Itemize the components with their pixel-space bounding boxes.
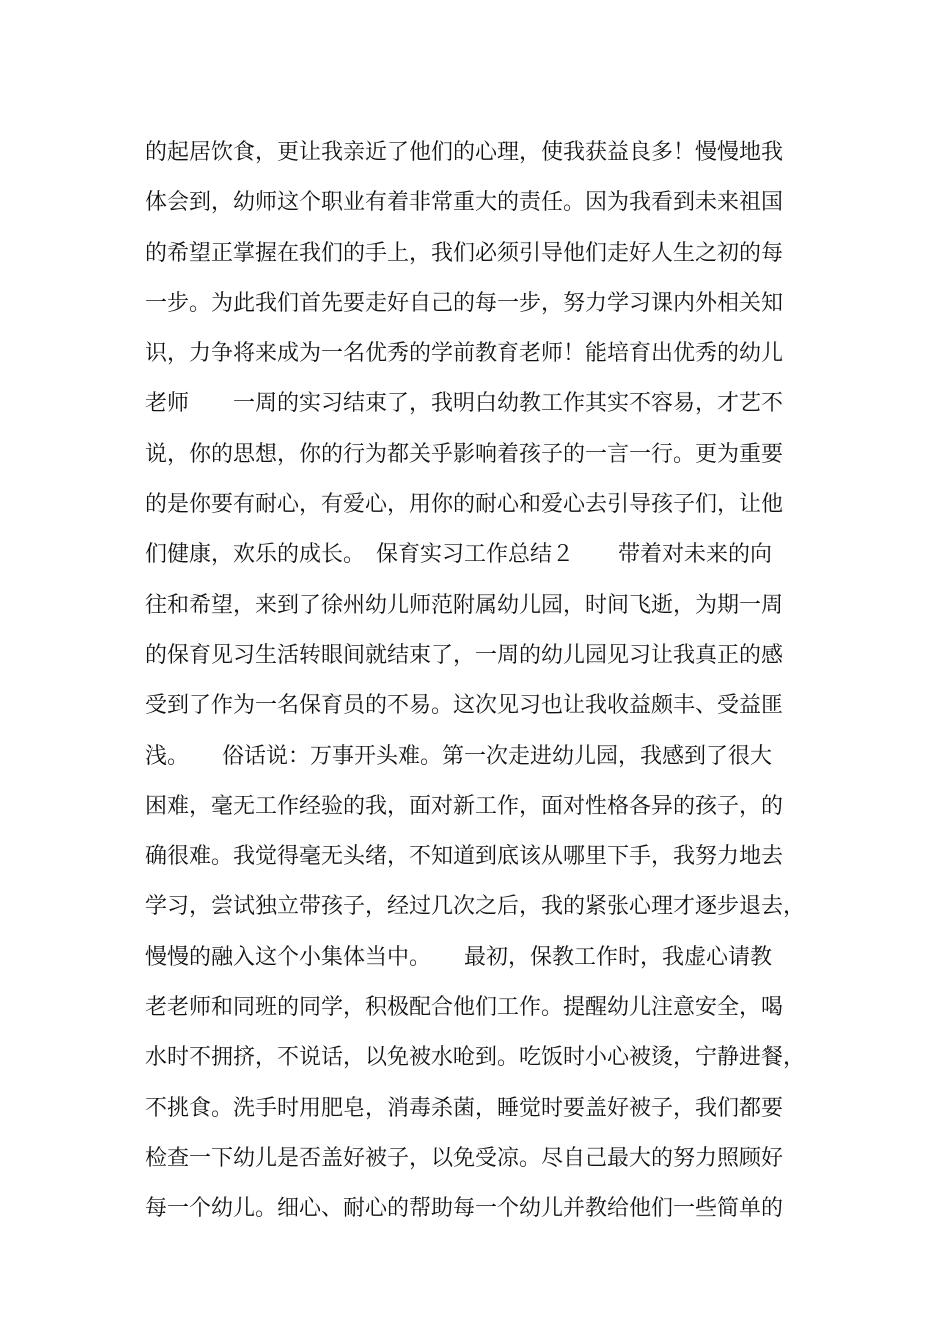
text-line-13: 浅。 俗话说：万事开头难。第一次走进幼儿园，我感到了很大 — [145, 743, 773, 769]
text-line-2: 体会到，幼师这个职业有着非常重大的责任。因为我看到未来祖国 — [145, 190, 784, 216]
body-text — [145, 128, 845, 1235]
text-line-15: 确很难。我觉得毫无头绪，不知道到底该从哪里下手，我努力地去 — [145, 844, 784, 870]
text-line-16: 学习，尝试独立带孩子，经过几次之后，我的紧张心理才逐步退去， — [145, 894, 806, 920]
text-line-6: 老师 一周的实习结束了，我明白幼教工作其实不容易，才艺不 — [145, 391, 784, 417]
text-line-20: 不挑食。洗手时用肥皂，消毒杀菌，睡觉时要盖好被子，我们都要 — [145, 1095, 784, 1121]
text-line-12: 受到了作为一名保育员的不易。这次见习也让我收益颇丰、受益匪 — [145, 693, 784, 719]
text-line-19: 水时不拥挤，不说话，以免被水呛到。吃饭时小心被烫，宁静进餐， — [145, 1045, 806, 1071]
text-line-18: 老老师和同班的同学，积极配合他们工作。提醒幼儿注意安全，喝 — [145, 995, 784, 1021]
text-line-5: 识，力争将来成为一名优秀的学前教育老师！能培育出优秀的幼儿 — [145, 341, 784, 367]
text-line-3: 的希望正掌握在我们的手上，我们必须引导他们走好人生之初的每 — [145, 240, 784, 266]
text-line-4: 一步。为此我们首先要走好自己的每一步，努力学习课内外相关知 — [145, 290, 784, 316]
text-line-1: 的起居饮食，更让我亲近了他们的心理，使我获益良多！慢慢地我 — [145, 140, 784, 165]
text-line-11: 的保育见习生活转眼间就结束了，一周的幼儿园见习让我真正的感 — [145, 642, 784, 668]
text-line-22: 每一个幼儿。细心、耐心的帮助每一个幼儿并教给他们一些简单的 — [145, 1196, 784, 1222]
text-line-9: 们健康，欢乐的成长。 保育实习工作总结２ 带着对未来的向 — [145, 542, 773, 568]
text-line-17: 慢慢的融入这个小集体当中。 最初，保教工作时，我虚心请教 — [145, 944, 773, 970]
text-line-14: 困难，毫无工作经验的我，面对新工作，面对性格各异的孩子，的 — [145, 793, 784, 819]
text-line-21: 检查一下幼儿是否盖好被子，以免受凉。尽自己最大的努力照顾好 — [145, 1145, 784, 1171]
text-line-10: 往和希望，来到了徐州幼儿师范附属幼儿园，时间飞逝，为期一周 — [145, 592, 784, 618]
text-line-7: 说，你的思想，你的行为都关乎影响着孩子的一言一行。更为重要 — [145, 441, 784, 467]
text-line-8: 的是你要有耐心，有爱心，用你的耐心和爱心去引导孩子们，让他 — [145, 492, 784, 518]
